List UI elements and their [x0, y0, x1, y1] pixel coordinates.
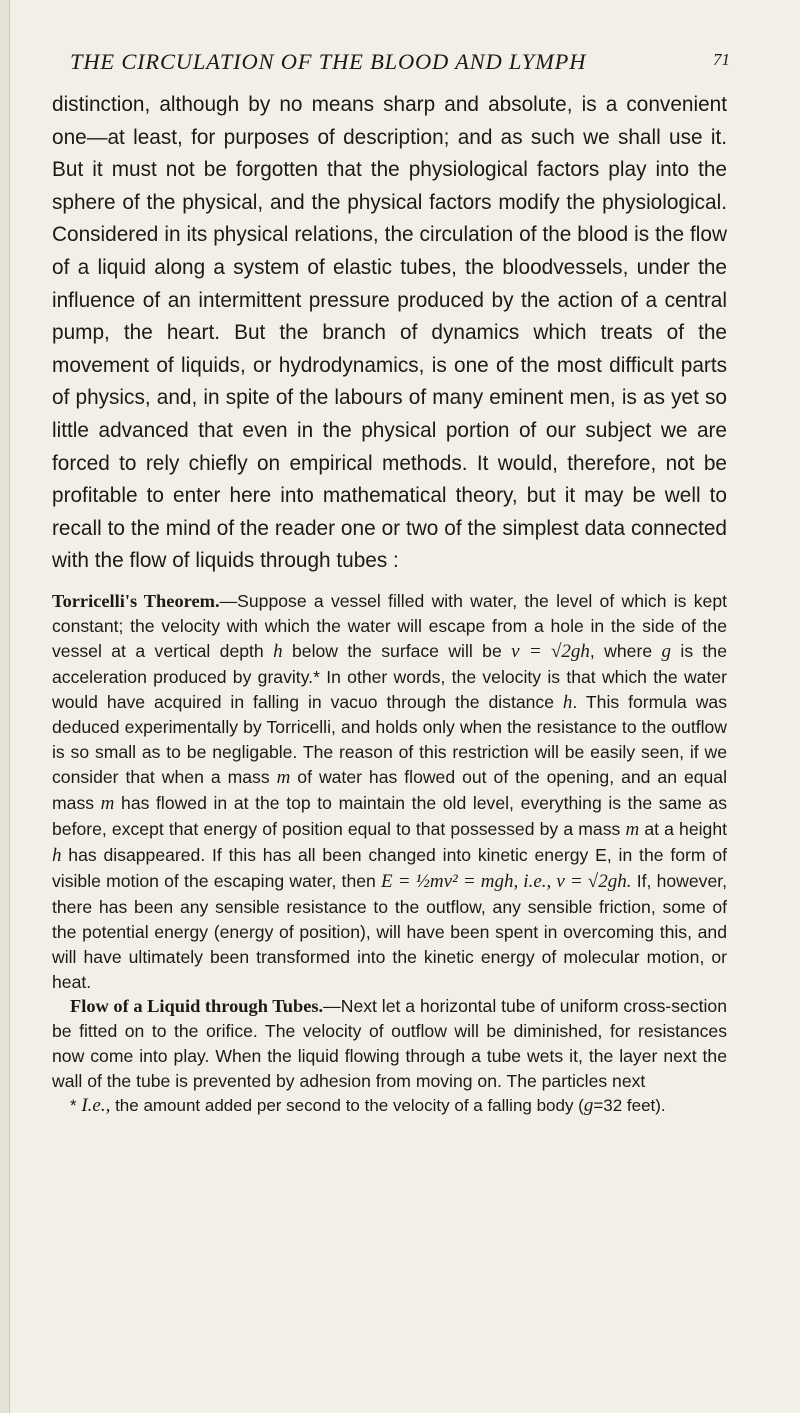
torricelli-text-5: . This formula was deduced experimentally by Torricelli, and holds only when the resistance to the outflow is so small as to be negligable. The reason of this restriction will be easily seen, if we consider that when a mass: [52, 691, 727, 788]
torricelli-text-6: of water has flowed out of the opening, and an equal mass: [52, 767, 727, 814]
formula-velocity: v = √2gh: [511, 640, 590, 662]
running-title: THE CIRCULATION OF THE BLOOD AND LYMPH: [70, 49, 587, 74]
flow-heading: Flow of a Liquid through Tubes.: [70, 996, 324, 1017]
var-m-2: m: [100, 793, 115, 815]
flow-text: —Next let a horizontal tube of uniform cross-section be fitted on to the orifice. The velocity of outflow will be diminished, for resistances now come into play. When the liquid flowing through a tube wets it, the layer next the wall of the tube is prevented by adhesion from moving on. The particles next: [52, 996, 727, 1092]
var-g: g: [661, 640, 672, 662]
footnote: [52, 1096, 727, 1115]
torricelli-heading: Torricelli's Theorem.: [52, 590, 220, 611]
footnote-marker: *: [70, 1096, 82, 1116]
footnote-body: the amount added per second to the velocity of a falling body (: [110, 1096, 584, 1116]
footnote-end: =32 feet).: [593, 1096, 666, 1116]
flow-paragraph: [52, 994, 727, 1094]
var-h-2: h: [562, 691, 573, 713]
var-m-3: m: [625, 819, 640, 841]
formula-energy: E = ½mv² = mgh, i.e., v = √2gh.: [381, 870, 632, 892]
footnote-ie: I.e.,: [81, 1095, 111, 1117]
torricelli-text-9: has disappeared. If this has all been changed into kinetic energy E, in the form of visible motion of the escaping water, then: [52, 844, 727, 891]
torricelli-text-7: has flowed in at the top to maintain the old level, everything is the same as before, except that energy of position equal to that possessed by a mass: [52, 793, 727, 840]
torricelli-text-8: at a height: [639, 819, 727, 840]
body-paragraph: distinction, although by no means sharp and absolute, is a convenient one—at least, for purposes of description; and as such we shall use it. But it must not be forgotten that the physiological factors play into the sphere of the physical, and the physical factors modify the physiological. Considered in its physical relations, the circulation of the blood is the flow of a liquid along a system of elastic tubes, the bloodvessels, under the influence of an intermittent pressure produced by the action of a central pump, the heart. But the branch of dynamics which treats of the movement of liquids, or hydrodynamics, is one of the most difficult parts of physics, and, in spite of the labours of many eminent men, is as yet so little advanced that even in the physical portion of our subject we are forced to rely chiefly on empirical methods. It would, therefore, not be profitable to enter here into mathematical theory, but it may be well to recall to the mind of the reader one or two of the simplest data connected with the flow of liquids through tubes :: [52, 93, 727, 573]
var-h-3: h: [52, 844, 62, 866]
torricelli-text-2: below the surface will be: [282, 640, 512, 661]
torricelli-text-1: —Suppose a vessel filled with water, the level of which is kept constant; the velocity with which the water will escape from a hole in the side of the vessel at a vertical depth: [52, 590, 728, 661]
page-number: 71: [713, 50, 730, 69]
torricelli-text-10: If, however, there has been any sensible resistance to the outflow, any sensible friction, some of the potential energy (energy of position), will have been spent in overcoming this, and will have ultimately been transformed into the kinetic energy of molecular motion, or heat.: [52, 870, 728, 992]
torricelli-paragraph: [52, 589, 727, 995]
torricelli-text-3: , where: [589, 640, 662, 661]
page-gutter-edge: [0, 0, 10, 1413]
page-body: [52, 89, 727, 1115]
footnote-text: [52, 1096, 727, 1115]
torricelli-text-4: is the acceleration produced by gravity.* In other words, the velocity is that which the water would have acquired in falling in vacuo through the distance: [52, 640, 727, 712]
page-header: [52, 49, 752, 79]
small-print-block: [52, 589, 727, 1094]
var-m: m: [276, 767, 291, 789]
footnote-g: g: [583, 1095, 594, 1117]
main-paragraph-block: [52, 89, 727, 578]
var-h: h: [273, 640, 283, 662]
